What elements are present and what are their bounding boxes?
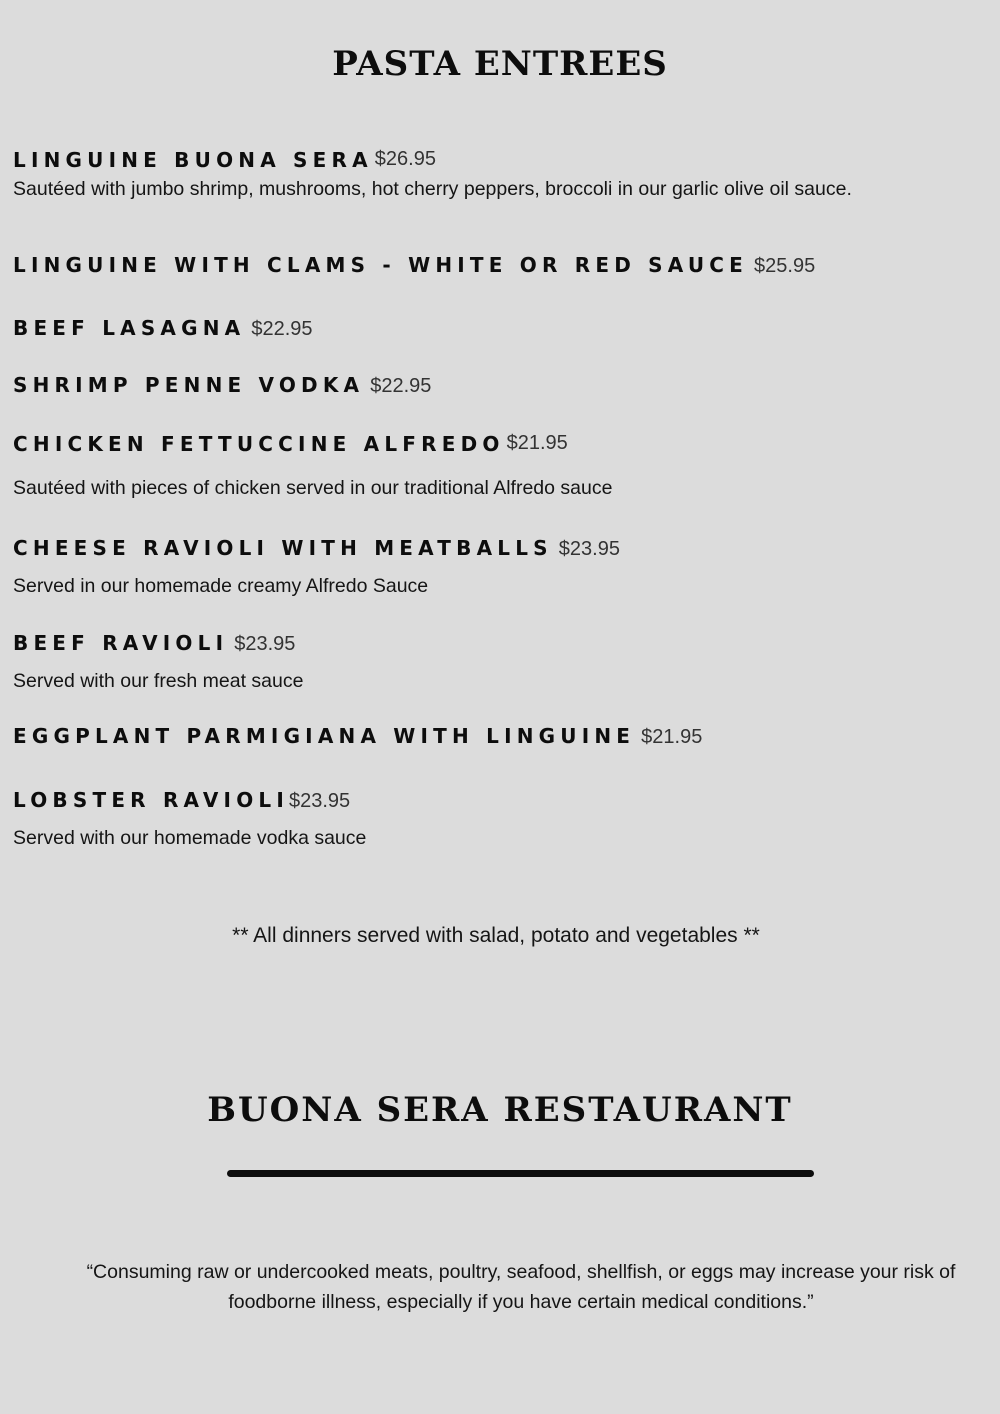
- menu-item-price: $23.95: [234, 633, 296, 655]
- menu-item: [13, 146, 436, 177]
- menu-item-price: $25.95: [754, 255, 816, 277]
- menu-item: [13, 371, 431, 402]
- restaurant-name: BUONA SERA RESTAURANT: [207, 1090, 793, 1130]
- menu-item-name: SHRIMP PENNE VODKA: [13, 373, 365, 397]
- menu-item: [13, 786, 350, 817]
- menu-item-description: Served in our homemade creamy Alfredo Sauce: [13, 575, 429, 597]
- menu-item-price: $22.95: [251, 318, 313, 340]
- menu-item-name: LOBSTER RAVIOLI: [13, 788, 289, 812]
- menu-item: [13, 722, 702, 753]
- menu-item: [13, 251, 815, 282]
- menu-item-name: BEEF RAVIOLI: [13, 631, 229, 655]
- menu-item: [13, 534, 620, 565]
- dinner-footnote: ** All dinners served with salad, potato and vegetables **: [232, 924, 760, 947]
- menu-item-name: LINGUINE WITH CLAMS - WHITE OR RED SAUCE: [13, 253, 749, 277]
- menu-item-name: CHICKEN FETTUCCINE ALFREDO: [13, 432, 505, 456]
- menu-item-name: CHEESE RAVIOLI WITH MEATBALLS: [13, 536, 553, 560]
- menu-item-name: BEEF LASAGNA: [13, 316, 246, 340]
- menu-item-name: LINGUINE BUONA SERA: [13, 148, 373, 172]
- menu-item-description: Served with our fresh meat sauce: [13, 670, 304, 692]
- menu-item-description: Sautéed with jumbo shrimp, mushrooms, hot cherry peppers, broccoli in our garlic olive oil sauce.: [13, 178, 852, 200]
- page-title: PASTA ENTREES: [332, 44, 668, 84]
- menu-item-price: $23.95: [288, 790, 351, 812]
- menu-item-price: $22.95: [370, 375, 432, 397]
- menu-item: [13, 430, 568, 461]
- health-disclaimer: “Consuming raw or undercooked meats, poultry, seafood, shellfish, or eggs may increase your risk of foodborne illness, especially if you have certain medical conditions.”: [86, 1261, 956, 1313]
- menu-item-price: $26.95: [374, 148, 436, 170]
- menu-item-description: Served with our homemade vodka sauce: [13, 827, 367, 849]
- menu-item-price: $21.95: [641, 726, 703, 748]
- menu-item-price: $23.95: [558, 538, 620, 560]
- menu-item: [13, 314, 313, 345]
- menu-item-description: Sautéed with pieces of chicken served in our traditional Alfredo sauce: [13, 477, 613, 499]
- menu-item-name: EGGPLANT PARMIGIANA WITH LINGUINE: [13, 724, 636, 748]
- menu-item-price: $21.95: [506, 432, 568, 454]
- divider: [227, 1170, 814, 1177]
- menu-item: [13, 629, 295, 660]
